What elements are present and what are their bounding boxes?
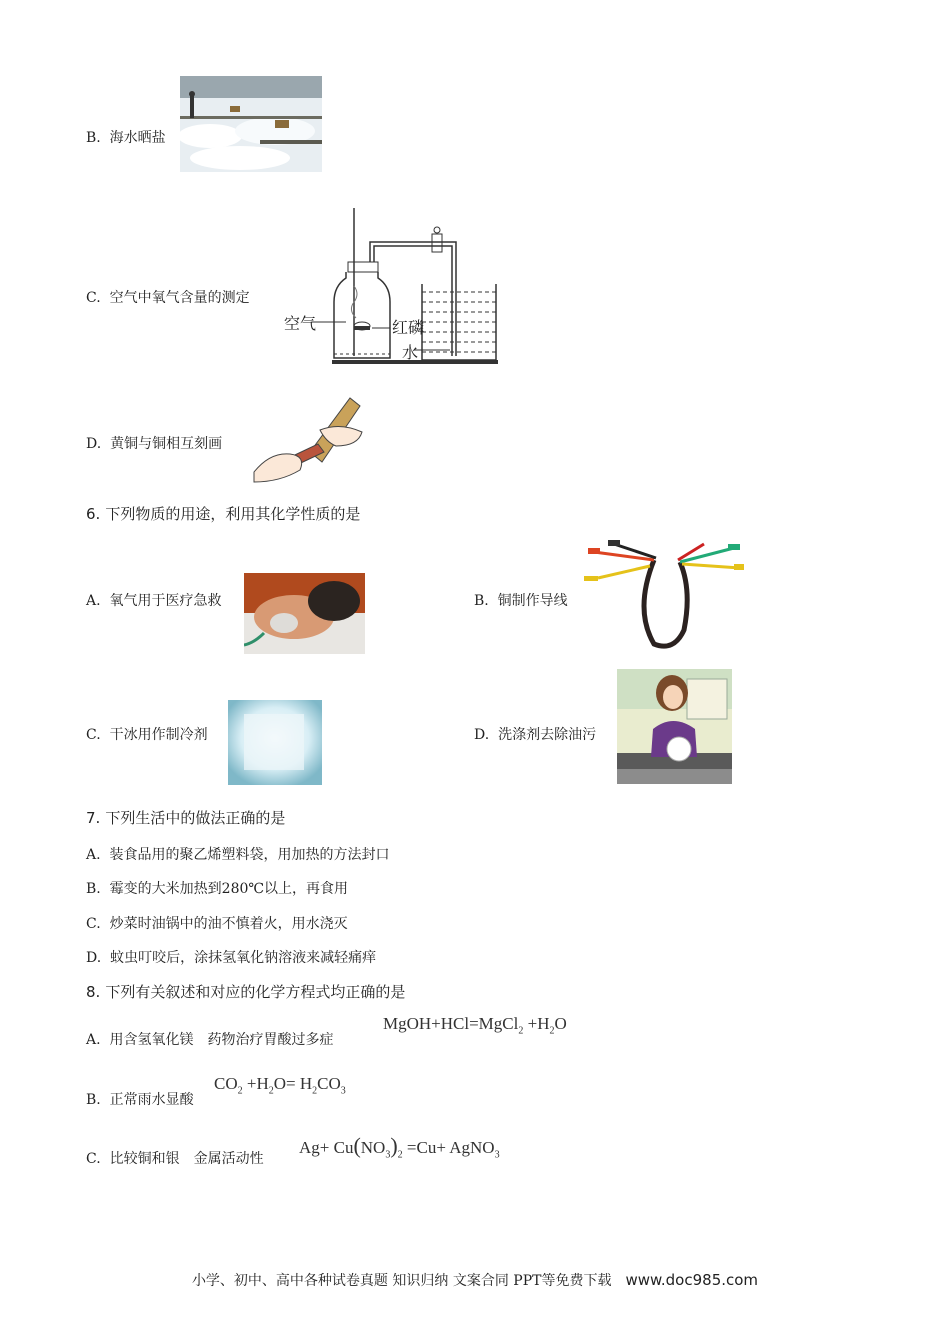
footer-text: 小学、初中、高中各种试卷真题 知识归纳 文案合同 PPT等免费下载 [191, 1273, 612, 1289]
diagram-label-phosphorus: 红磷 [392, 318, 425, 337]
diagram-label-air: 空气 [284, 314, 317, 333]
equation-a: MgOH+HCl=MgCl$_2$ $+H_2O$ [383, 1014, 567, 1037]
option-text: 氧气用于医疗急救 [109, 593, 222, 609]
option-text: 装食品用的聚乙烯塑料袋，用加热的方法封口 [109, 847, 390, 863]
page-footer [0, 1270, 950, 1290]
q6-option-a [86, 590, 221, 610]
q8-option-b [86, 1089, 194, 1109]
option-text: 正常雨水显酸 [109, 1092, 194, 1108]
salt-field-photo [180, 76, 322, 172]
q7-option-b [86, 878, 348, 898]
q7-option-a [86, 844, 389, 864]
option-text: 用含氢氧化镁 药物治疗胃酸过多症 [109, 1032, 334, 1048]
option-text: 干冰用作制冷剂 [109, 727, 208, 743]
footer-url[interactable]: www.doc985.com [625, 1271, 759, 1289]
q6-option-b [474, 590, 568, 610]
equation-b: $CO_2 +H_2O= H_2CO_3$ [214, 1074, 346, 1097]
option-text: 洗涤剂去除油污 [498, 727, 597, 743]
option-letter: B. [474, 593, 489, 609]
option-letter: C. [86, 916, 101, 932]
option-letter: C. [86, 1151, 101, 1167]
q5-option-b [86, 127, 166, 147]
q7-option-d [86, 947, 376, 967]
option-letter: C. [86, 727, 101, 743]
dishwashing-illustration [617, 669, 732, 784]
dry-ice-photo [228, 700, 322, 785]
diagram-label-water: 水 [402, 343, 419, 362]
metal-scratching-illustration [250, 392, 368, 484]
option-text: 霉变的大米加热到280℃以上，再食用 [109, 881, 349, 897]
q6-option-d [474, 724, 596, 744]
option-text: 黄铜与铜相互刻画 [110, 436, 223, 452]
q8-stem [86, 981, 405, 1002]
wire-clips-photo [584, 540, 746, 653]
q6-option-c [86, 724, 208, 744]
question-text: 下列生活中的做法正确的是 [105, 809, 286, 827]
option-text: 蚊虫叮咬后，涂抹氢氧化钠溶液来减轻痛痒 [110, 950, 377, 966]
option-text: 铜制作导线 [497, 593, 568, 609]
q6-stem [86, 503, 360, 524]
option-letter: B. [86, 881, 101, 897]
option-letter: B. [86, 130, 101, 146]
option-text: 比较铜和银 金属活动性 [109, 1151, 264, 1167]
option-letter: D. [86, 436, 102, 452]
oxygen-apparatus-diagram [282, 206, 502, 368]
q8-option-a [86, 1029, 333, 1049]
option-letter: A. [86, 1032, 101, 1048]
option-letter: D. [474, 727, 490, 743]
option-letter: D. [86, 950, 102, 966]
question-text: 下列有关叙述和对应的化学方程式均正确的是 [105, 983, 406, 1001]
q7-stem [86, 807, 285, 828]
option-letter: A. [86, 593, 101, 609]
option-letter: B. [86, 1092, 101, 1108]
q8-option-c [86, 1148, 264, 1168]
question-number: 8. [86, 983, 101, 1001]
equation-c: $Ag+ Cu(NO_3)_2 =Cu+$ AgNO$_3$ [299, 1133, 500, 1161]
question-number: 6. [86, 505, 101, 523]
option-letter: A. [86, 847, 101, 863]
option-text: 空气中氧气含量的测定 [109, 290, 250, 306]
option-letter: C. [86, 290, 101, 306]
question-text: 下列物质的用途，利用其化学性质的是 [105, 505, 361, 523]
q7-option-c [86, 913, 348, 933]
option-text: 海水晒盐 [109, 130, 166, 146]
question-number: 7. [86, 809, 101, 827]
oxygen-mask-photo [244, 573, 365, 654]
option-text: 炒菜时油锅中的油不慎着火，用水浇灭 [109, 916, 348, 932]
q5-option-d [86, 433, 222, 453]
q5-option-c [86, 287, 250, 307]
